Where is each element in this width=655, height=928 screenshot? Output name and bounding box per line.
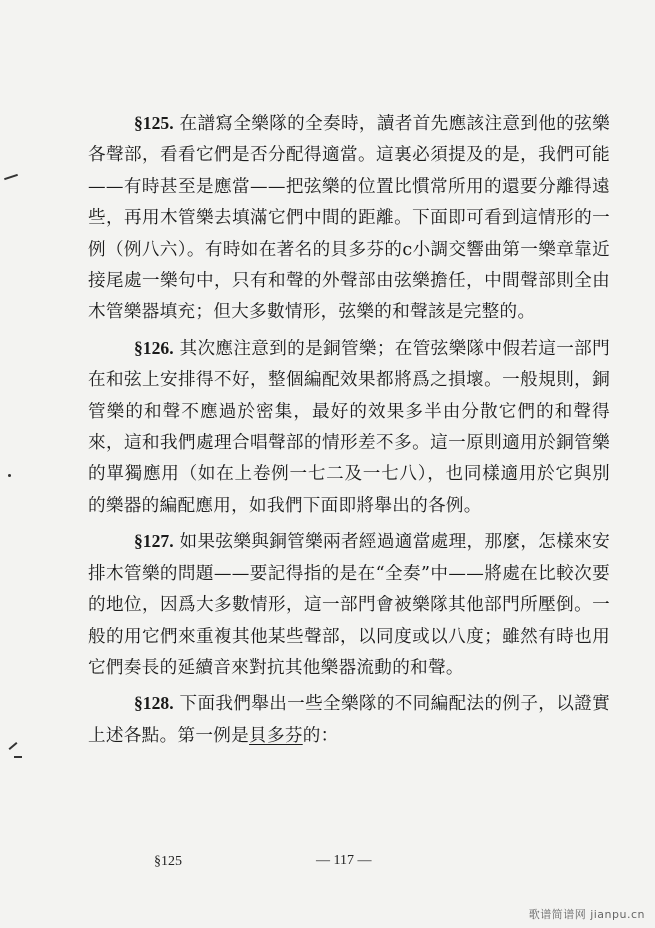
paragraph-text-128: 下面我們舉出一些全樂隊的不同編配法的例子，以證實上述各點。第一例是 (88, 694, 610, 746)
paragraph-text-125: 在譜寫全樂隊的全奏時，讀者首先應該注意到他的弦樂各聲部，看看它們是否分配得適當。這裏必須提及的是，我們可能——有時甚至是應當——把弦樂的位置比慣常所用的還要分離得遠些，再用木管樂去填滿它們中間的距離。下面即可看到這情形的一例（例八六）。有時如在著名的貝多芬的c小調交響曲第一樂章靠近接尾處一樂句中，只有和聲的外聲部由弦樂擔任，中間聲部則全由木管樂器填充；但大多數情形，弦樂的和聲該是完整的。 (88, 114, 610, 323)
paragraph-text-126: 其次應注意到的是銅管樂；在管弦樂隊中假若這一部門在和弦上安排得不好，整個編配效果都將爲之損壞。一般規則，銅管樂的和聲不應過於密集，最好的效果多半由分散它們的和聲得來，這和我們處理合唱聲部的情形差不多。這一原則適用於銅管樂的單獨應用（如在上卷例一七二及一七八），也同樣適用於它與別的樂器的編配應用，如我們下面即將舉出的各例。 (88, 338, 610, 516)
section-number-126: §126. (134, 337, 174, 358)
composer-name-underlined: 貝多芬 (249, 725, 303, 746)
paragraph-127 (88, 526, 610, 684)
paragraph-125 (88, 108, 610, 329)
section-number-127: §127. (134, 531, 174, 552)
section-number-125: §125. (134, 113, 174, 133)
margin-mark-middle (8, 474, 11, 477)
footer-section-number: §125 (154, 854, 182, 869)
paragraph-126 (88, 333, 610, 522)
page-body (88, 100, 610, 752)
section-number-128: §128. (134, 693, 174, 714)
paragraph-128 (88, 688, 610, 752)
page-number: — 117 — (316, 853, 372, 868)
paragraph-text-127: 如果弦樂與銅管樂兩者經過適當處理，那麼，怎樣來安排木管樂的問題——要記得指的是在“全奏”中——將處在比較次要的地位，因爲大多數情形，這一部門會被樂隊其他部門所壓倒。一般的用它們來重複其他某些聲部，以同度或以八度；雖然有時也用它們奏長的延續音來對抗其他樂器流動的和聲。 (88, 532, 610, 678)
paragraph-text-128-end: 的： (302, 725, 339, 746)
margin-mark-bottom (9, 742, 18, 750)
margin-mark-top (4, 174, 18, 180)
watermark: 歌谱简谱网 jianpu.cn (528, 908, 645, 921)
margin-mark-bottom-dash (14, 756, 22, 758)
